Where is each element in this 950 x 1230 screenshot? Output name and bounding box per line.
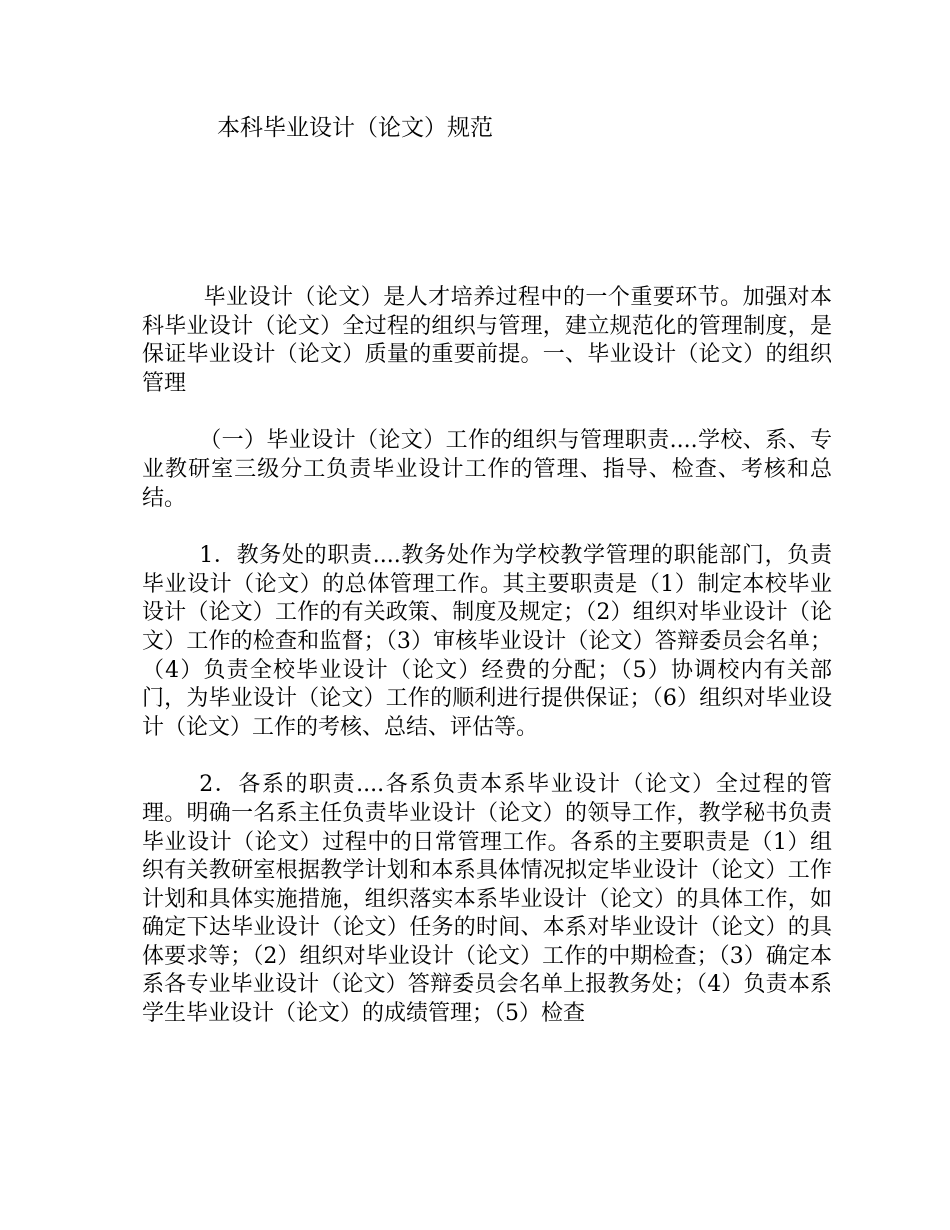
document-title: 本科毕业设计（论文）规范 xyxy=(217,115,493,141)
paragraph-department-duties: 2．各系的职责....各系负责本系毕业设计（论文）全过程的管理。明确一名系主任负责毕业设计（论文）的领导工作，教学秘书负责毕业设计（论文）过程中的日常管理工作。各系的主要职责是（1）组织有关教研室根据教学计划和本系具体情况拟定毕业设计（论文）工作计划和具体实施措施，组织落实本系毕业设计（论文）的具体工作，如确定下达毕业设计（论文）任务的时间、本系对毕业设计（论文）的具体要求等；（2）组织对毕业设计（论文）工作的中期检查；（3）确定本系各专业毕业设计（论文）答辩委员会名单上报教务处；（4）负责本系学生毕业设计（论文）的成绩管理；（5）检查 xyxy=(142,772,832,1027)
document-body xyxy=(142,284,832,1058)
paragraph-academic-affairs-duties: 1．教务处的职责....教务处作为学校教学管理的职能部门，负责毕业设计（论文）的总体管理工作。其主要职责是（1）制定本校毕业设计（论文）工作的有关政策、制度及规定；（2）组织对毕业设计（论文）工作的检查和监督；（3）审核毕业设计（论文）答辩委员会名单；（4）负责全校毕业设计（论文）经费的分配；（5）协调校内有关部门，为毕业设计（论文）工作的顺利进行提供保证；（6）组织对毕业设计（论文）工作的考核、总结、评估等。 xyxy=(142,543,832,740)
paragraph-introduction: 毕业设计（论文）是人才培养过程中的一个重要环节。加强对本科毕业设计（论文）全过程的组织与管理，建立规范化的管理制度，是保证毕业设计（论文）质量的重要前提。一、毕业设计（论文）的组织管理 xyxy=(142,285,832,396)
paragraph-organization-duties: （一）毕业设计（论文）工作的组织与管理职责....学校、系、专业教研室三级分工负责毕业设计工作的管理、指导、检查、考核和总结。 xyxy=(142,428,832,511)
